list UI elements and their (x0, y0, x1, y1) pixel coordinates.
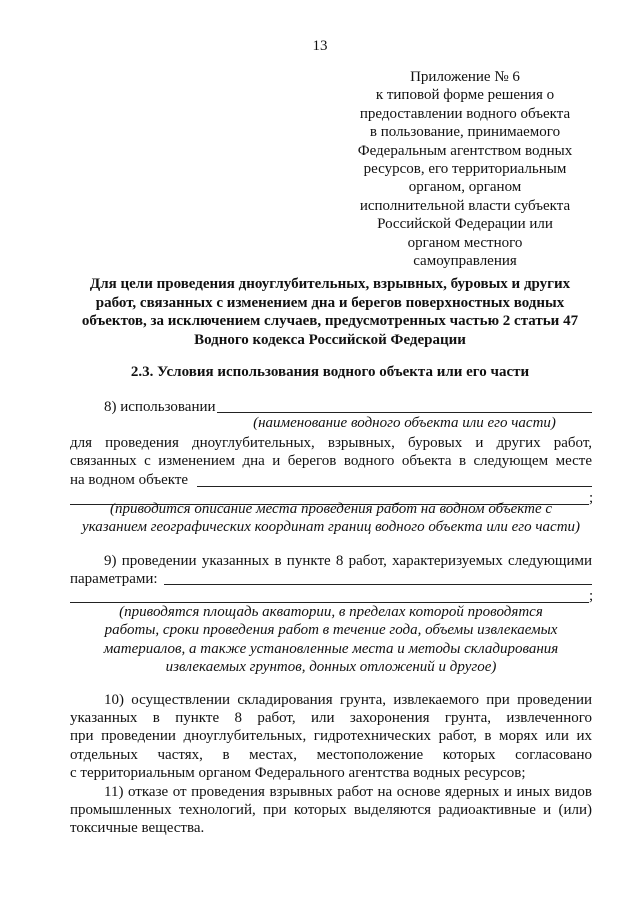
item10-text-line: отдельных частях, в местах, местоположение которых согласовано (70, 746, 592, 763)
purpose-heading (70, 275, 590, 349)
item8-field-note: (наименование водного объекта или его части) (253, 415, 556, 431)
item9-parameters-note: (приводятся площадь акватории, в пределах которой проводятся работы, сроки проведения работ в течение года, объемы извлекаемых материалов, а также установленные места и методы складирования извлекаемых грунтов, донных отложений и другое) (103, 604, 559, 676)
item11-text-line: токсичные вещества. (70, 820, 205, 837)
appendix-line: Приложение № 6 (410, 69, 520, 85)
item9-terminator: ; (589, 588, 594, 604)
item11-text-line: промышленных технологий, при которых выделяются радиоактивные и (или) (70, 802, 592, 818)
item8-text-line: связанных с изменением дна и берегов водного объекта в следующем месте (70, 453, 592, 470)
section-title: 2.3. Условия использования водного объекта или его части (130, 364, 530, 380)
heading-line: Водного кодекса Российской Федерации (194, 331, 466, 348)
item8-terminator: ; (589, 490, 594, 506)
item10-text (70, 709, 592, 782)
appendix-line: Федеральным агентством водных (357, 142, 573, 159)
appendix-line: к типовой форме решения о (375, 87, 555, 104)
appendix-line: органом местного (407, 234, 523, 251)
item8-label: 8) использовании (104, 399, 216, 415)
appendix-line: ресурсов, его территориальным (363, 161, 567, 178)
item9-text-line: 9) проведении указанных в пункте 8 работ, характеризуемых следующими (104, 553, 592, 569)
work-location-field-1[interactable] (197, 486, 592, 487)
item10-text-line: 10) осуществлении складирования грунта, извлекаемого при проведении (104, 692, 592, 708)
page-number: 13 (312, 38, 328, 54)
item10-text-line: указанных в пункте 8 работ, или захоронения грунта, извлеченного (70, 710, 592, 726)
item11-text (70, 801, 592, 838)
appendix-line: исполнительной власти субъекта (359, 197, 571, 214)
heading-line: объектов, за исключением случаев, предусмотренных частью 2 статьи 47 (81, 313, 579, 329)
item8-text (70, 434, 592, 489)
item8-location-note: (приводится описание места проведения работ на водном объекте с указанием географических координат границ водного объекта или его части) (81, 501, 581, 536)
heading-line: Для цели проведения дноуглубительных, взрывных, буровых и других (89, 276, 571, 292)
item11-text-line: 11) отказе от проведения взрывных работ на основе ядерных и иных видов (104, 784, 592, 800)
appendix-header (345, 68, 585, 270)
appendix-line: предоставлении водного объекта (359, 105, 571, 122)
water-object-name-field[interactable] (217, 412, 592, 413)
appendix-line: в пользование, принимаемого (369, 124, 561, 141)
appendix-line: Российской Федерации или (377, 216, 553, 233)
appendix-line: самоуправления (413, 253, 517, 270)
item9-text-a (104, 552, 592, 570)
item9-text-line: параметрами: (70, 571, 158, 587)
item8-text-line: на водном объекте (70, 471, 189, 488)
item8-text-line: для проведения дноуглубительных, взрывных, буровых и других работ, (70, 435, 592, 451)
item10-first-line (104, 691, 592, 709)
work-parameters-field-1[interactable] (164, 584, 592, 585)
item11-first-line (104, 783, 592, 801)
item10-text-line: при проведении дноуглубительных, гидротехнических работ, в морях или их (70, 728, 592, 745)
heading-line: работ, связанных с изменением дна и берегов поверхностных водных (95, 294, 565, 311)
appendix-line: органом, органом (408, 179, 522, 196)
item10-text-line: с территориальным органом Федерального агентства водных ресурсов; (70, 764, 526, 781)
